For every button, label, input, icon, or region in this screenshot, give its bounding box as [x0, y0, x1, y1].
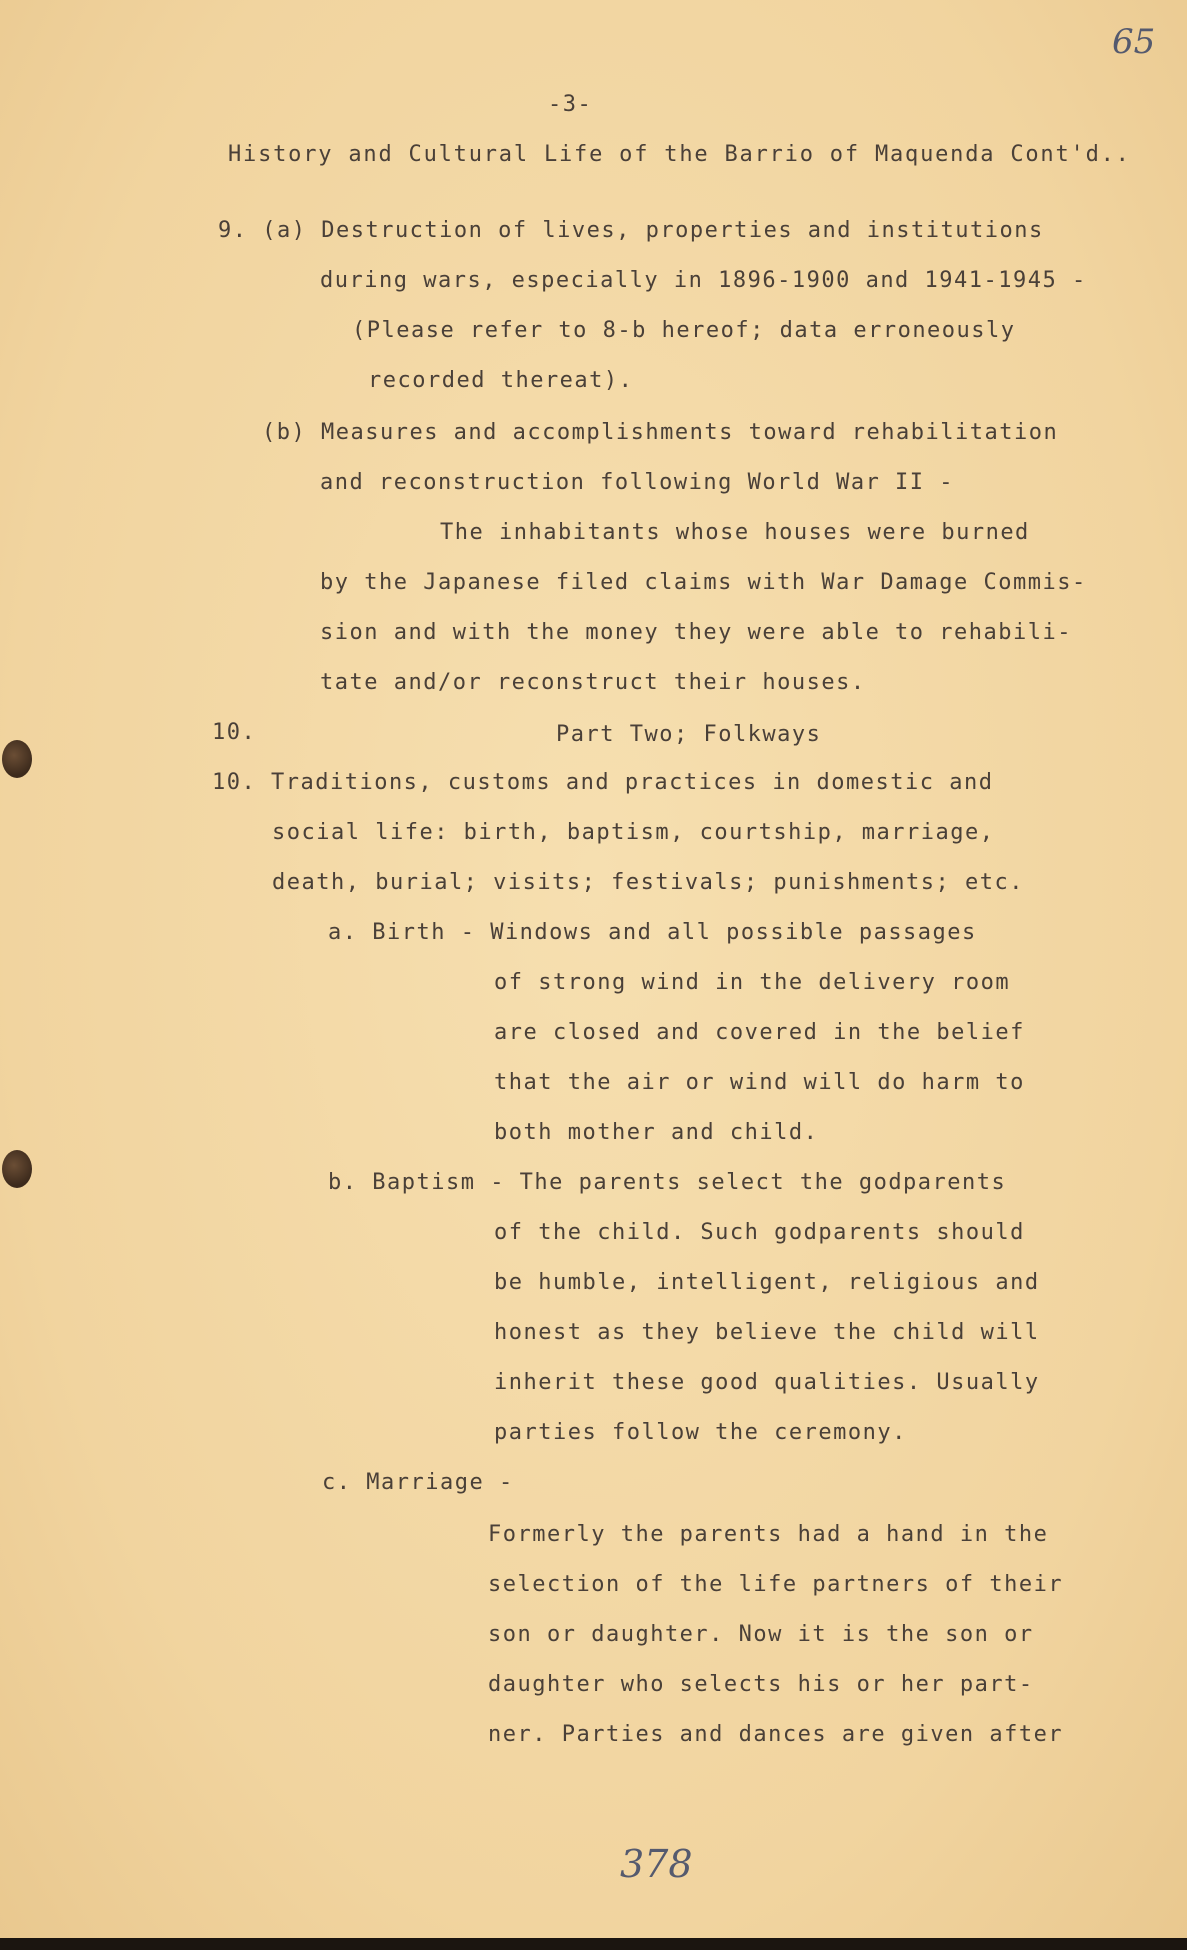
- text-line: by the Japanese filed claims with War Damage Commis-: [320, 570, 1087, 595]
- text-line: that the air or wind will do harm to: [494, 1070, 1025, 1095]
- text-line: inherit these good qualities. Usually: [494, 1370, 1040, 1395]
- page-marker: -3-: [548, 92, 593, 117]
- text-line: (Please refer to 8-b hereof; data erroneously: [352, 318, 1016, 343]
- text-line: selection of the life partners of their: [488, 1572, 1064, 1597]
- text-line: ner. Parties and dances are given after: [488, 1722, 1064, 1747]
- text-line: be humble, intelligent, religious and: [494, 1270, 1040, 1295]
- text-line: sion and with the money they were able to rehabili-: [320, 620, 1073, 645]
- text-line: during wars, especially in 1896-1900 and 1941-1945 -: [320, 268, 1087, 293]
- text-line: a. Birth - Windows and all possible passages: [328, 920, 977, 945]
- handwritten-folio-number: 378: [620, 1842, 693, 1886]
- scan-edge: [0, 1938, 1187, 1950]
- text-line: 10. Traditions, customs and practices in domestic and: [212, 770, 994, 795]
- section-number: 10.: [212, 720, 257, 745]
- text-line: parties follow the ceremony.: [494, 1420, 907, 1445]
- text-line: 9. (a) Destruction of lives, properties and institutions: [218, 218, 1044, 243]
- text-line: of strong wind in the delivery room: [494, 970, 1011, 995]
- text-line: son or daughter. Now it is the son or: [488, 1622, 1034, 1647]
- text-line: The inhabitants whose houses were burned: [440, 520, 1030, 545]
- text-line: daughter who selects his or her part-: [488, 1672, 1034, 1697]
- text-line: recorded thereat).: [368, 368, 634, 393]
- text-line: death, burial; visits; festivals; punishments; etc.: [272, 870, 1025, 895]
- handwritten-page-number: 65: [1112, 22, 1156, 62]
- text-line: Formerly the parents had a hand in the: [488, 1522, 1049, 1547]
- text-line: (b) Measures and accomplishments toward rehabilitation: [262, 420, 1059, 445]
- text-line: tate and/or reconstruct their houses.: [320, 670, 866, 695]
- document-heading: History and Cultural Life of the Barrio of Maquenda Cont'd..: [228, 142, 1131, 167]
- text-line: honest as they believe the child will: [494, 1320, 1040, 1345]
- punch-hole: [2, 740, 32, 778]
- text-line: and reconstruction following World War II -: [320, 470, 955, 495]
- text-line: social life: birth, baptism, courtship, marriage,: [272, 820, 995, 845]
- text-line: both mother and child.: [494, 1120, 819, 1145]
- text-line: b. Baptism - The parents select the godparents: [328, 1170, 1007, 1195]
- punch-hole: [2, 1150, 32, 1188]
- text-line: of the child. Such godparents should: [494, 1220, 1025, 1245]
- text-line: c. Marriage -: [322, 1470, 514, 1495]
- text-line: are closed and covered in the belief: [494, 1020, 1025, 1045]
- section-title: Part Two; Folkways: [556, 722, 822, 747]
